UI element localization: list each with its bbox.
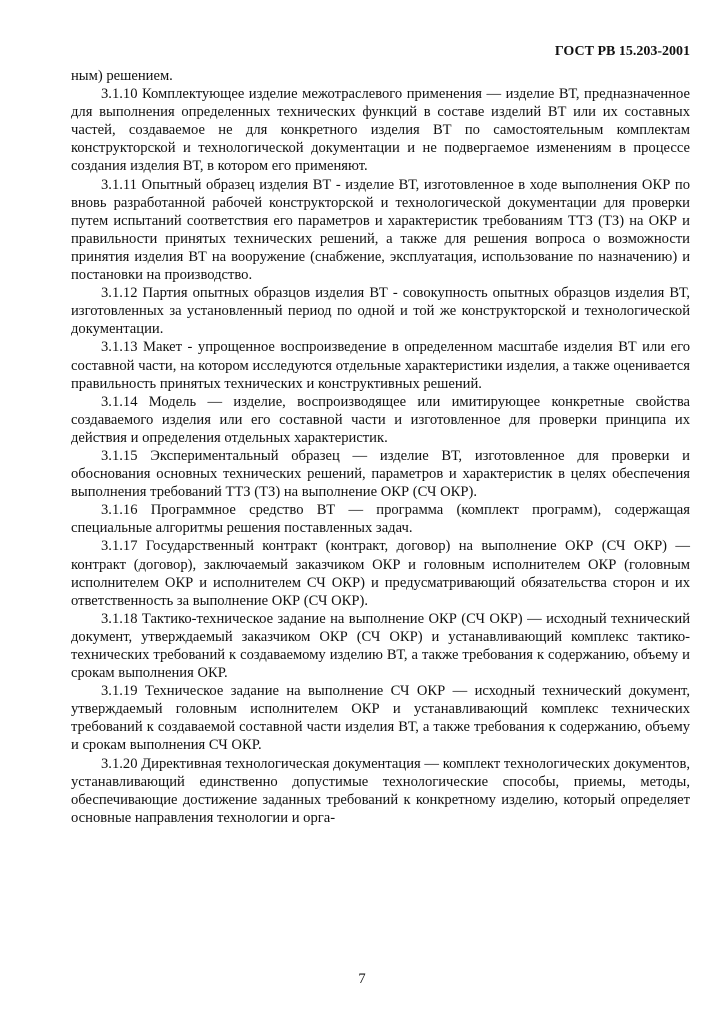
page-number: 7 xyxy=(358,971,366,987)
clause-3-1-17: 3.1.17 Государственный контракт (контракт, договор) на выполнение ОКР (СЧ ОКР) — контракт (договор), заключаемый заказчиком ОКР и головным исполнителем ОКР (головным исполнителем ОКР и исполнителем СЧ ОКР) и предусматривающий обязательства сторон и их ответственность за выполнение ОКР (СЧ ОКР). xyxy=(71,538,690,609)
clause-3-1-11: 3.1.11 Опытный образец изделия ВТ - изделие ВТ, изготовленное в ходе выполнения ОКР по вновь разработанной рабочей конструкторской и технологической документации для проверки путем испытаний соответствия его параметров и характеристик требованиям ТТЗ (ТЗ) на ОКР и правильности принятых технических решений, а также для решения вопроса о возможности принятия изделия ВТ на вооружение (снабжение, эксплуатация, использование по назначению) и постановки на производство. xyxy=(71,176,690,284)
clause-3-1-10: 3.1.10 Комплектующее изделие межотраслевого применения — изделие ВТ, предназначенное для выполнения определенных технических функций в составе изделий ВТ или их составных частей, создаваемое не для конкретного изделия ВТ по самостоятельным комплектам конструкторской и технологической документации и не подвергаемое изменениям в процессе создания изделия ВТ, в котором его применяют. xyxy=(71,86,690,175)
continuation-line: ным) решением. xyxy=(71,68,173,84)
clause-3-1-13: 3.1.13 Макет - упрощенное воспроизведение в определенном масштабе изделия ВТ или его составной части, на котором исследуются отдельные характеристики изделия, а также оценивается правильность принятых технических и конструктивных решений. xyxy=(71,339,690,392)
clause-3-1-18: 3.1.18 Тактико-техническое задание на выполнение ОКР (СЧ ОКР) — исходный технический документ, утверждаемый заказчиком ОКР (СЧ ОКР) и устанавливающий комплекс тактико-технических требований к создаваемому изделию ВТ, а также требования к содержанию, объему и срокам выполнения ОКР. xyxy=(71,610,690,682)
clause-3-1-20: 3.1.20 Директивная технологическая документация — комплект технологических документов, устанавливающий единственно допустимые технологические способы, приемы, методы, обеспечивающие достижение заданных требований к конкретному изделию, который определяет основные направления технологии и орга- xyxy=(71,755,690,826)
standard-code-header: ГОСТ РВ 15.203-2001 xyxy=(554,44,690,59)
clause-3-1-19: 3.1.19 Техническое задание на выполнение СЧ ОКР — исходный технический документ, утверждаемый головным исполнителем ОКР и устанавливающий комплекс технических требований к создаваемой составной части изделия ВТ, а также требования к содержанию, объему и срокам выполнения СЧ ОКР. xyxy=(71,683,690,754)
clause-3-1-14: 3.1.14 Модель — изделие, воспроизводящее или имитирующее конкретные свойства создаваемого изделия или его составной части и изготовленное для проверки принципа их действия и определения отдельных характеристик. xyxy=(71,393,690,446)
clause-3-1-16: 3.1.16 Программное средство ВТ — программа (комплект программ), содержащая специальные алгоритмы решения поставленных задач. xyxy=(71,502,690,537)
clause-3-1-12: 3.1.12 Партия опытных образцов изделия ВТ - совокупность опытных образцов изделия ВТ, изготовленных за установленный период по одной и той же конструкторской и технологической документации. xyxy=(71,285,690,338)
document-body xyxy=(71,67,690,827)
clause-3-1-15: 3.1.15 Экспериментальный образец — изделие ВТ, изготовленное для проверки и обоснования основных технических решений, параметров и характеристик в целях обеспечения выполнения требований ТТЗ (ТЗ) на выполнение ОКР (СЧ ОКР). xyxy=(71,447,690,501)
